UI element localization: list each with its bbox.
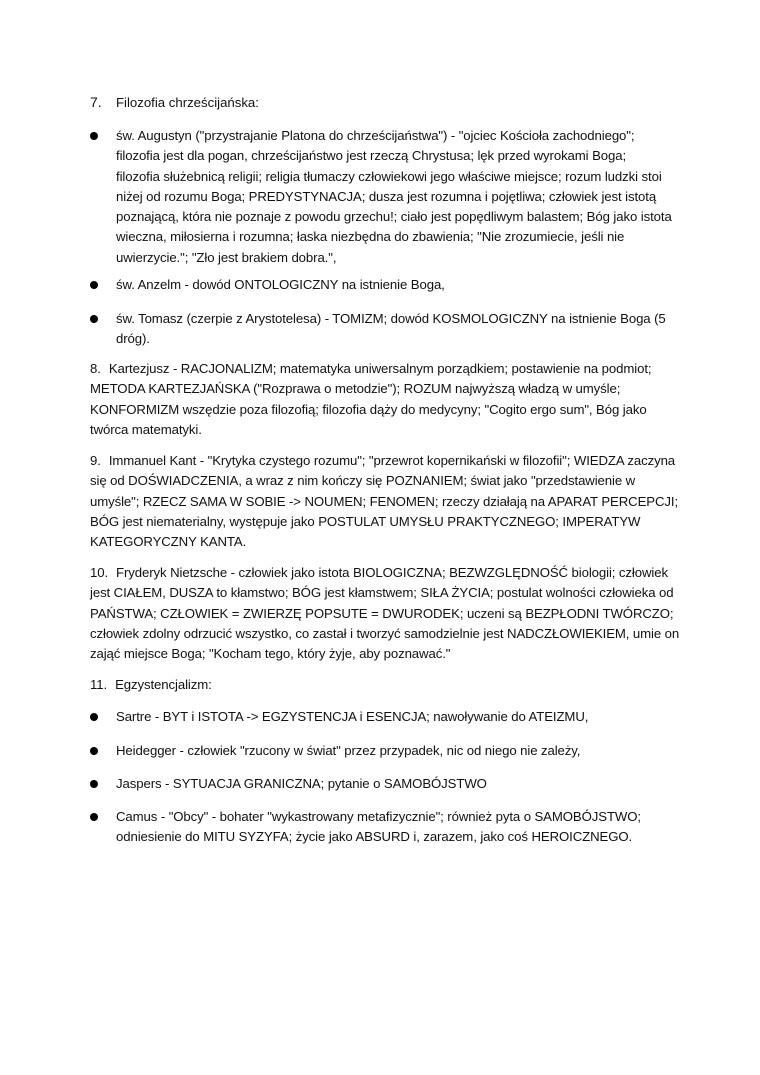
section-7-title: Filozofia chrześcijańska: bbox=[116, 95, 259, 110]
list-item-text: Sartre - BYT i ISTOTA -> EGZYSTENCJA i ESENCJA; nawoływanie do ATEIZMU, bbox=[116, 709, 589, 724]
bullet-icon bbox=[90, 132, 98, 140]
list-item-text: św. Tomasz (czerpie z Arystotelesa) - TOMIZM; dowód KOSMOLOGICZNY na istnienie Boga (5 dróg). bbox=[116, 311, 666, 347]
section-11-heading bbox=[90, 675, 680, 695]
section-10-text: Fryderyk Nietzsche - człowiek jako istota BIOLOGICZNA; BEZWZGLĘDNOŚĆ biologii; człowiek jest CIAŁEM, DUSZA to kłamstwo; BÓG jest kłamstwem; SIŁA ŻYCIA; postulat wolności człowieka od PAŃSTWA; CZŁOWIEK = ZWIERZĘ POPSUTE = DWURODEK; uczeni są BEZPŁODNI TWÓRCZO; człowiek zdolny odrzucić wszystko, co zastał i tworzyć samodzielnie jest NADCZŁOWIEKIEM, umie on zająć miejsce Boga; "Kocham tego, który żyje, aby poznawać." bbox=[90, 565, 680, 662]
section-7-heading bbox=[90, 92, 259, 113]
list-item-text: Camus - "Obcy" - bohater "wykastrowany metafizycznie"; również pyta o SAMOBÓJSTWO; odniesienie do MITU SYZYFA; życie jako ABSURD i, zarazem, jako coś HEROICZNEGO. bbox=[116, 809, 641, 845]
list-item-text: Jaspers - SYTUACJA GRANICZNA; pytanie o SAMOBÓJSTWO bbox=[116, 776, 487, 791]
list-item-text: św. Anzelm - dowód ONTOLOGICZNY na istnienie Boga, bbox=[116, 277, 445, 292]
section-11-number: 11. bbox=[90, 677, 108, 692]
section-8-number: 8. bbox=[90, 361, 101, 376]
section-9-number: 9. bbox=[90, 453, 101, 468]
bullet-icon bbox=[90, 281, 98, 289]
list-item-text: św. Augustyn ("przystrajanie Platona do chrześcijaństwa") - "ojciec Kościoła zachodniego"; filozofia jest dla pogan, chrześcijaństwo jest rzeczą Chrystusa; lęk przed wyrokami Boga; filozofia służebnicą religii; religia tłumaczy człowiekowi jego właściwe miejsce; rozum ludzki stoi niżej od rozumu Boga; PREDYSTYNACJA; dusza jest rozumna i pojętliwa; człowiek jest istotą poznającą, która nie poznaje z powodu grzechu!; ciało jest popędliwym balastem; Bóg jako istota wieczna, miłosierna i rozumna; łaska niezbędna do zbawienia; "Nie zrozumiecie, jeśli nie uwierzycie."; "Zło jest brakiem dobra.", bbox=[116, 128, 672, 265]
section-8-text: Kartezjusz - RACJONALIZM; matematyka uniwersalnym porządkiem; postawienie na podmiot; METODA KARTEZJAŃSKA ("Rozprawa o metodzie"); ROZUM najwyższą władzą w umyśle; KONFORMIZM wszędzie poza filozofią; filozofia dąży do medycyny; "Cogito ergo sum", Bóg jako twórca matematyki. bbox=[90, 361, 652, 437]
section-9-paragraph bbox=[90, 451, 680, 552]
bullet-icon bbox=[90, 713, 98, 721]
section-10-paragraph bbox=[90, 563, 680, 664]
section-10-number: 10. bbox=[90, 565, 109, 580]
section-9-text: Immanuel Kant - "Krytyka czystego rozumu"; "przewrot kopernikański w filozofii"; WIEDZA zaczyna się od DOŚWIADCZENIA, a wraz z nim kończy się POZNANIEM; świat jako "przedstawienie w umyśle"; RZECZ SAMA W SOBIE -> NOUMEN; FENOMEN; rzeczy działają na APARAT PERCEPCJI; BÓG jest niematerialny, występuje jako POSTULAT UMYSŁU PRAKTYCZNEGO; IMPERATYW KATEGORYCZNY KANTA. bbox=[90, 453, 679, 550]
bullet-icon bbox=[90, 813, 98, 821]
section-8-paragraph bbox=[90, 359, 680, 440]
bullet-icon bbox=[90, 747, 98, 755]
section-7-number: 7. bbox=[90, 94, 102, 110]
list-item-text: Heidegger - człowiek "rzucony w świat" przez przypadek, nic od niego nie zależy, bbox=[116, 743, 581, 758]
section-11-title: Egzystencjalizm: bbox=[115, 677, 212, 692]
bullet-icon bbox=[90, 780, 98, 788]
bullet-icon bbox=[90, 315, 98, 323]
